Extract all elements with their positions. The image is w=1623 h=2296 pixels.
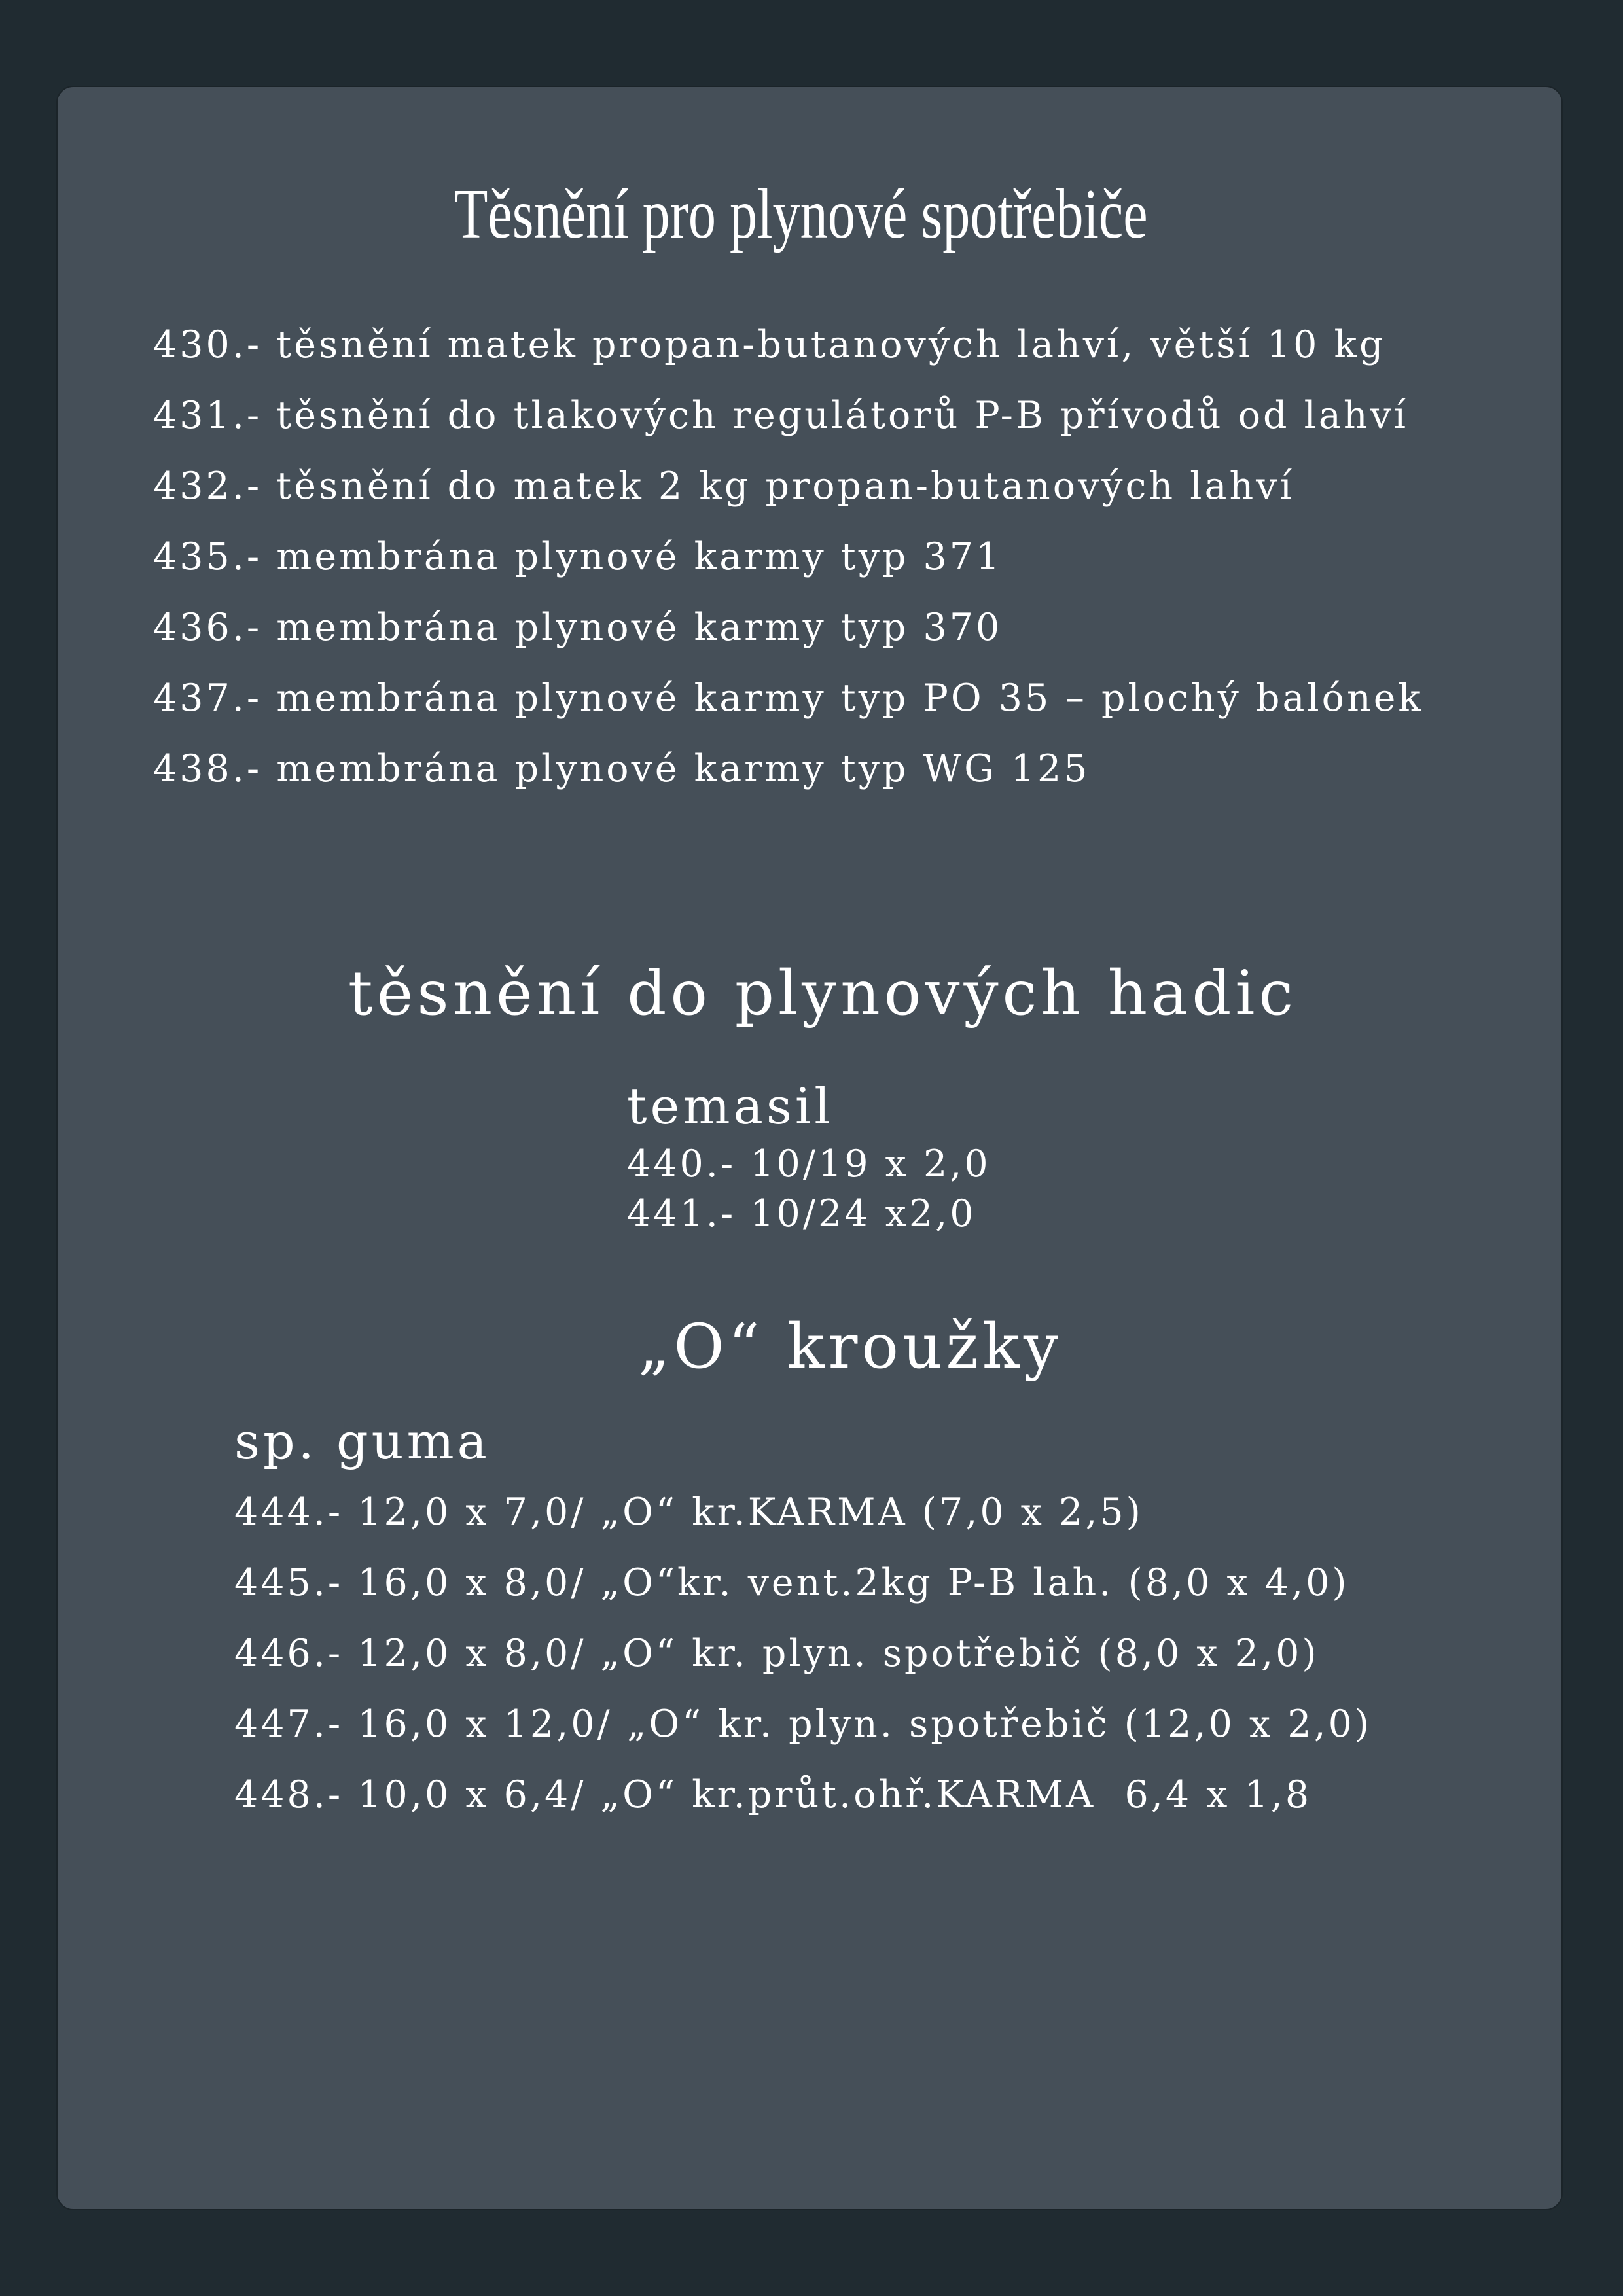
list-item: 441.- 10/24 x2,0: [627, 1192, 976, 1235]
gas-items-list: [153, 309, 1423, 804]
list-item: 448.- 10,0 x 6,4/ „O“ kr.průt.ohř.KARMA 6,4 x 1,8: [234, 1773, 1312, 1816]
list-item: 445.- 16,0 x 8,0/ „O“kr. vent.2kg P-B lah. (8,0 x 4,0): [234, 1561, 1349, 1604]
hoses-heading: těsnění do plynových hadic: [348, 958, 1298, 1029]
list-item: 435.- membrána plynové karmy typ 371: [153, 535, 1003, 578]
hoses-material-label: temasil: [627, 1077, 834, 1135]
list-item: 446.- 12,0 x 8,0/ „O“ kr. plyn. spotřebič (8,0 x 2,0): [234, 1632, 1319, 1675]
o-rings-material-label: sp. guma: [234, 1412, 490, 1470]
list-item: 440.- 10/19 x 2,0: [627, 1142, 991, 1186]
list-item: 436.- membrána plynové karmy typ 370: [153, 606, 1003, 649]
list-item: 437.- membrána plynové karmy typ PO 35 – plochý balónek: [153, 677, 1423, 720]
list-item: 432.- těsnění do matek 2 kg propan-butanových lahví: [153, 465, 1294, 508]
o-rings-list: [234, 1477, 1372, 1830]
list-item: 447.- 16,0 x 12,0/ „O“ kr. plyn. spotřebič (12,0 x 2,0): [234, 1703, 1372, 1746]
hoses-section: [627, 1074, 991, 1239]
document-card: [56, 86, 1563, 2210]
o-rings-section: [234, 1409, 1372, 1830]
list-item: 430.- těsnění matek propan-butanových lahví, větší 10 kg: [153, 323, 1386, 366]
o-rings-heading: „O“ kroužky: [637, 1311, 1063, 1383]
page-title: Těsnění pro plynové spotřebiče: [454, 175, 1148, 253]
list-item: 444.- 12,0 x 7,0/ „O“ kr.KARMA (7,0 x 2,5): [234, 1491, 1143, 1534]
list-item: 431.- těsnění do tlakových regulátorů P-B přívodů od lahví: [153, 394, 1409, 437]
list-item: 438.- membrána plynové karmy typ WG 125: [153, 747, 1090, 790]
